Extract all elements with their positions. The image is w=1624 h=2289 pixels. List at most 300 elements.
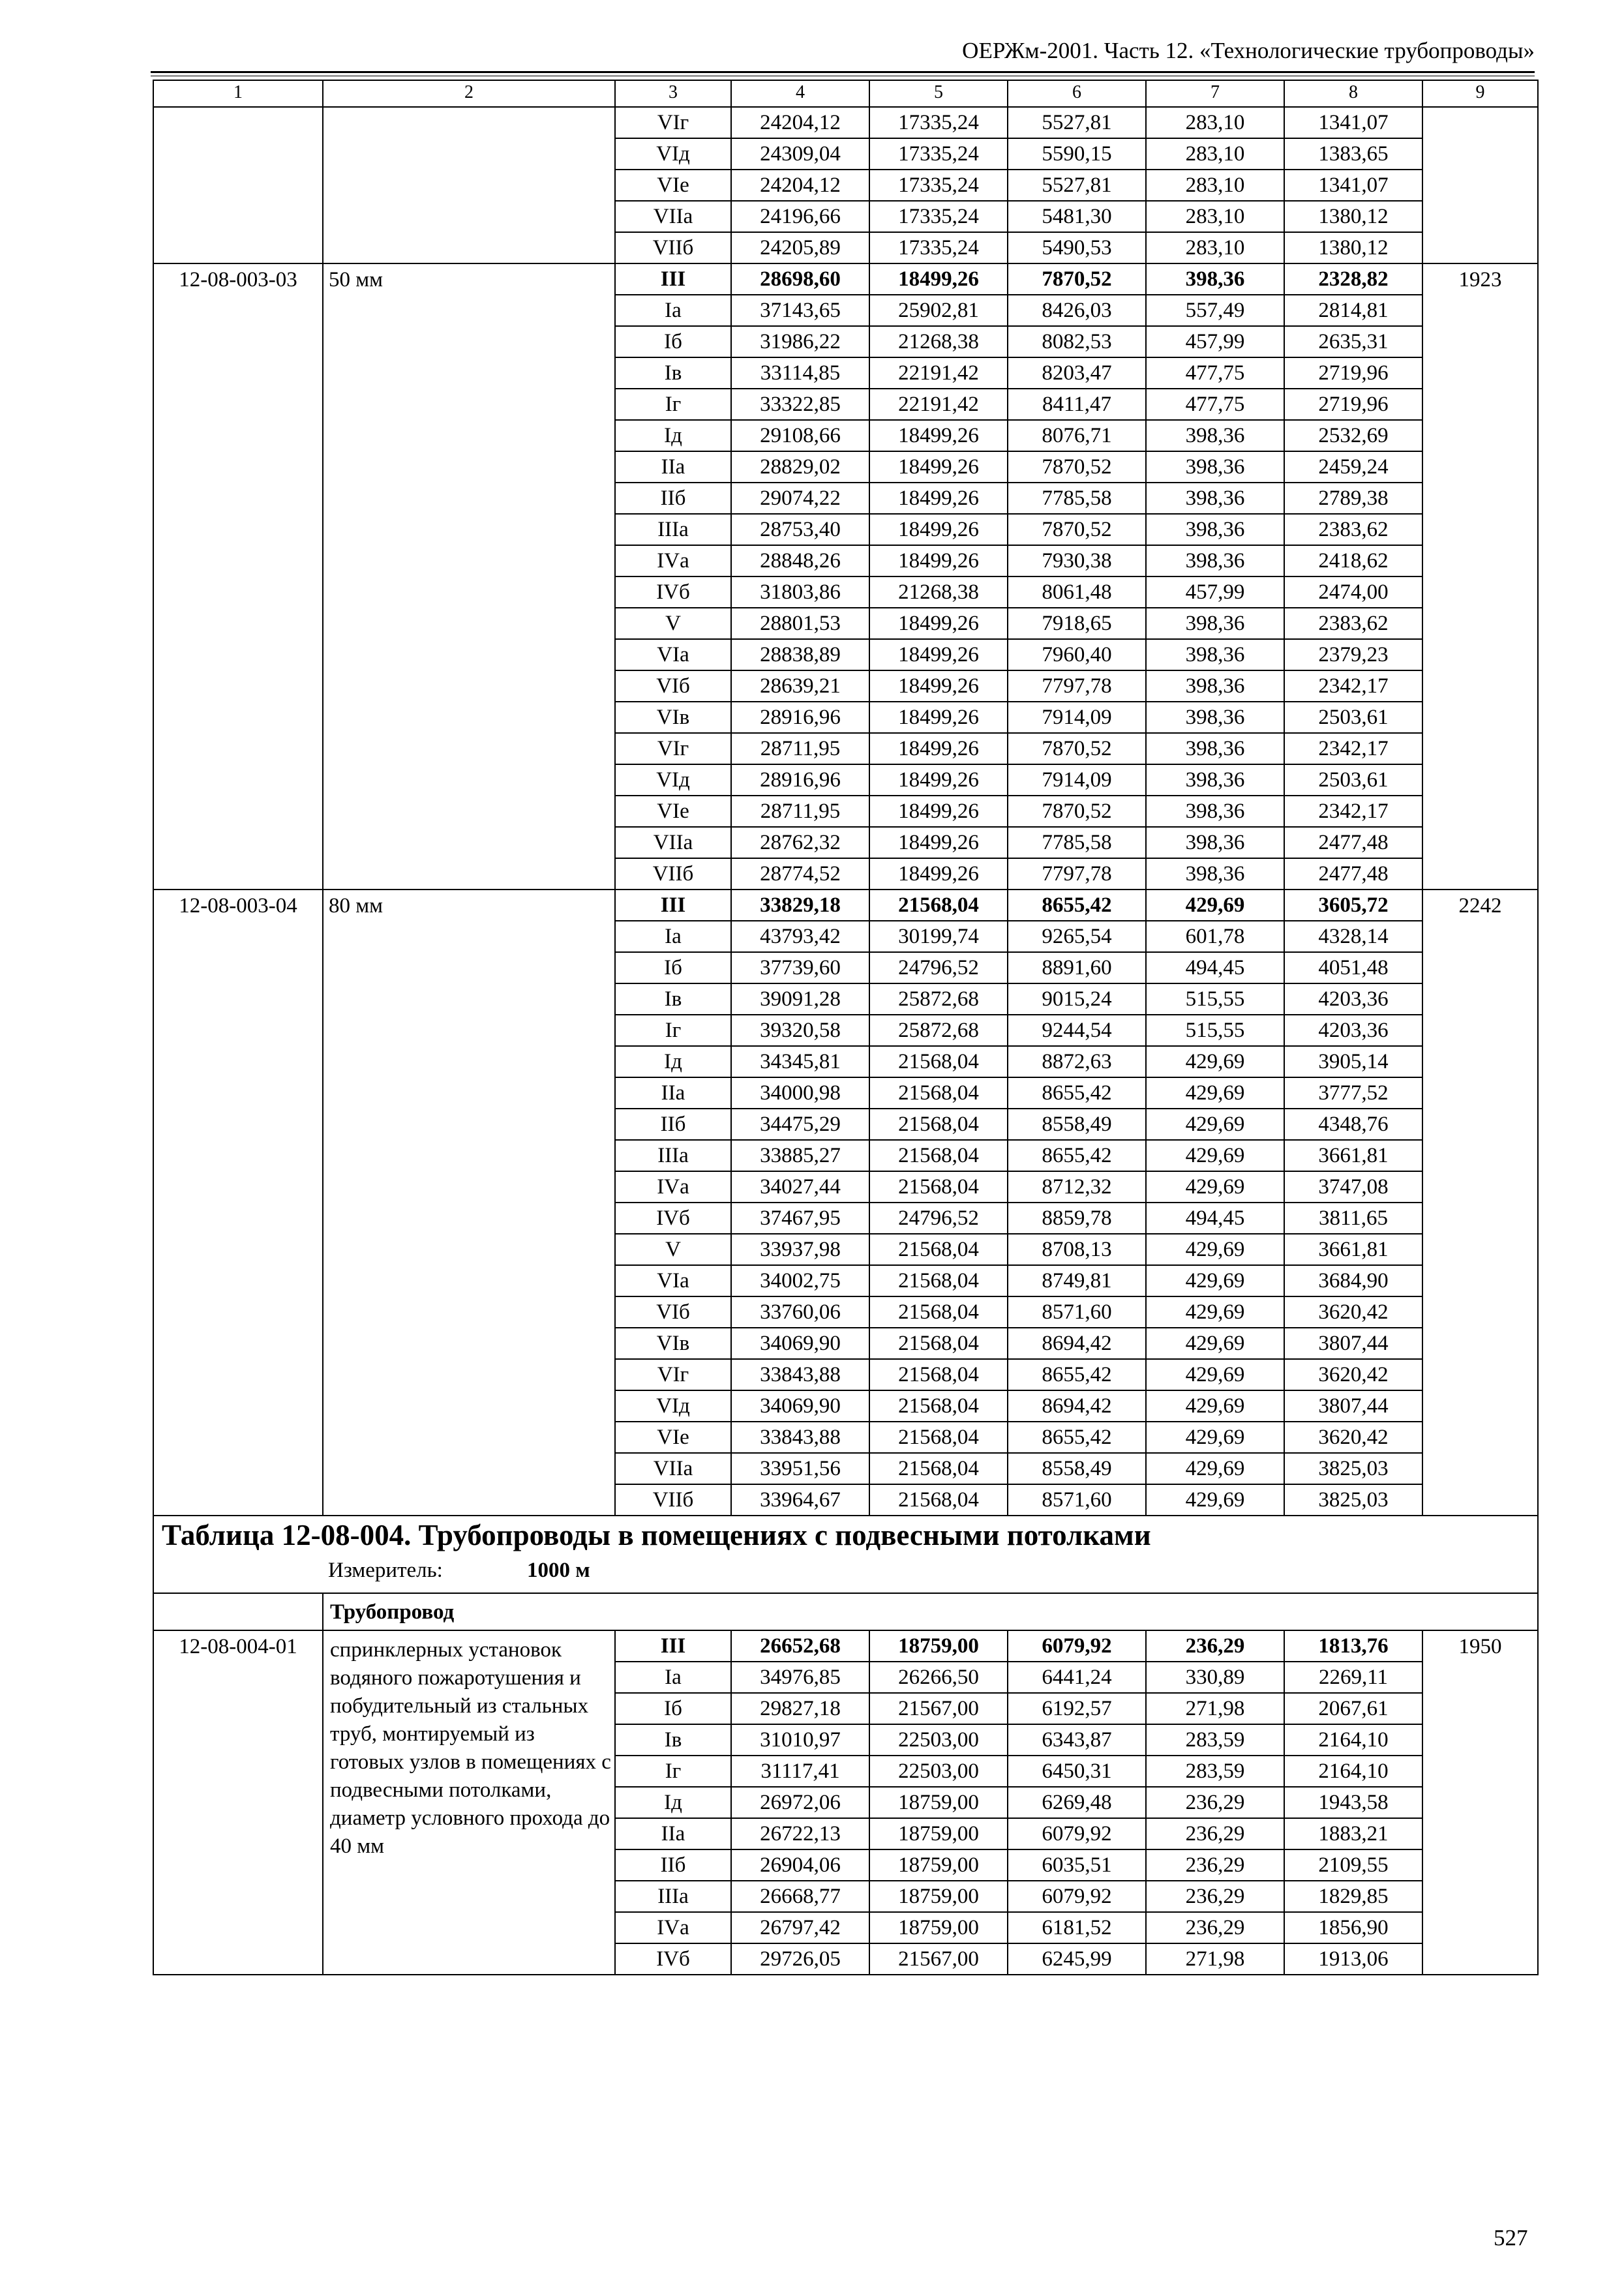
value-col-5: 22191,42 xyxy=(870,358,1008,389)
rate-diameter: 50 мм xyxy=(323,264,616,890)
value-col-5: 18499,26 xyxy=(870,734,1008,765)
value-col-6: 8655,42 xyxy=(1008,1141,1147,1172)
measure-value: 1000 м xyxy=(527,1559,590,1582)
region-code: IIIа xyxy=(616,515,732,546)
region-code: Iг xyxy=(616,389,732,421)
region-code: VIд xyxy=(616,1391,732,1422)
value-col-7: 429,69 xyxy=(1147,1328,1285,1360)
value-col-5: 21568,04 xyxy=(870,1360,1008,1391)
measurement-line xyxy=(162,1557,1537,1583)
value-col-5: 21568,04 xyxy=(870,1109,1008,1141)
column-number-5: 5 xyxy=(870,81,1008,108)
value-col-4: 33951,56 xyxy=(732,1454,870,1485)
value-col-6: 5527,81 xyxy=(1008,108,1147,139)
value-col-5: 21568,04 xyxy=(870,1297,1008,1328)
value-col-7: 494,45 xyxy=(1147,1203,1285,1234)
value-col-5: 21568,04 xyxy=(870,1172,1008,1203)
value-col-6: 8558,49 xyxy=(1008,1454,1147,1485)
value-col-4: 33885,27 xyxy=(732,1141,870,1172)
region-code: Iа xyxy=(616,1662,732,1694)
rate-diameter xyxy=(323,108,616,264)
value-col-8: 2814,81 xyxy=(1285,295,1423,327)
region-code: VIа xyxy=(616,1266,732,1297)
column-number-8: 8 xyxy=(1285,81,1423,108)
value-col-5: 18759,00 xyxy=(870,1788,1008,1819)
value-col-7: 515,55 xyxy=(1147,984,1285,1015)
wage-col-9 xyxy=(1423,108,1539,264)
value-col-6: 6079,92 xyxy=(1008,1631,1147,1662)
value-col-6: 8411,47 xyxy=(1008,389,1147,421)
region-code: V xyxy=(616,608,732,640)
value-col-4: 31010,97 xyxy=(732,1725,870,1756)
value-col-7: 271,98 xyxy=(1147,1944,1285,1975)
region-code: IVб xyxy=(616,1944,732,1975)
value-col-8: 1856,90 xyxy=(1285,1913,1423,1944)
section-heading xyxy=(154,1516,1539,1594)
region-code: III xyxy=(616,264,732,295)
value-col-4: 28848,26 xyxy=(732,546,870,577)
value-col-5: 18759,00 xyxy=(870,1819,1008,1850)
value-col-6: 8749,81 xyxy=(1008,1266,1147,1297)
value-col-4: 33843,88 xyxy=(732,1422,870,1454)
value-col-4: 34069,90 xyxy=(732,1328,870,1360)
value-col-5: 21268,38 xyxy=(870,327,1008,358)
value-col-8: 2719,96 xyxy=(1285,358,1423,389)
value-col-8: 2383,62 xyxy=(1285,515,1423,546)
region-code: VIа xyxy=(616,640,732,671)
page-number: 527 xyxy=(1494,2225,1528,2251)
value-col-5: 21568,04 xyxy=(870,890,1008,921)
value-col-6: 6450,31 xyxy=(1008,1756,1147,1788)
value-col-4: 28916,96 xyxy=(732,765,870,796)
value-col-7: 398,36 xyxy=(1147,515,1285,546)
value-col-5: 21568,04 xyxy=(870,1454,1008,1485)
region-code: IVа xyxy=(616,1172,732,1203)
value-col-7: 330,89 xyxy=(1147,1662,1285,1694)
value-col-5: 18499,26 xyxy=(870,828,1008,859)
value-col-7: 494,45 xyxy=(1147,953,1285,984)
value-col-8: 2474,00 xyxy=(1285,577,1423,608)
region-code: Iб xyxy=(616,327,732,358)
value-col-8: 1383,65 xyxy=(1285,139,1423,170)
value-col-8: 4328,14 xyxy=(1285,921,1423,953)
value-col-5: 21568,04 xyxy=(870,1266,1008,1297)
region-code: Iд xyxy=(616,1788,732,1819)
value-col-4: 26722,13 xyxy=(732,1819,870,1850)
value-col-5: 21568,04 xyxy=(870,1141,1008,1172)
value-col-6: 6343,87 xyxy=(1008,1725,1147,1756)
region-code: VIIб xyxy=(616,859,732,890)
value-col-7: 429,69 xyxy=(1147,1266,1285,1297)
region-code: VIг xyxy=(616,734,732,765)
value-col-8: 2719,96 xyxy=(1285,389,1423,421)
value-col-8: 2503,61 xyxy=(1285,702,1423,734)
value-col-4: 33843,88 xyxy=(732,1360,870,1391)
value-col-6: 7914,09 xyxy=(1008,702,1147,734)
region-code: VIб xyxy=(616,671,732,702)
value-col-6: 7870,52 xyxy=(1008,796,1147,828)
value-col-8: 2269,11 xyxy=(1285,1662,1423,1694)
value-col-6: 8859,78 xyxy=(1008,1203,1147,1234)
value-col-5: 18499,26 xyxy=(870,483,1008,515)
value-col-7: 236,29 xyxy=(1147,1913,1285,1944)
value-col-5: 21568,04 xyxy=(870,1078,1008,1109)
value-col-8: 3825,03 xyxy=(1285,1454,1423,1485)
value-col-4: 29074,22 xyxy=(732,483,870,515)
value-col-8: 2067,61 xyxy=(1285,1694,1423,1725)
value-col-4: 28801,53 xyxy=(732,608,870,640)
value-col-4: 26904,06 xyxy=(732,1850,870,1881)
value-col-7: 429,69 xyxy=(1147,1391,1285,1422)
value-col-5: 18499,26 xyxy=(870,264,1008,295)
value-col-5: 21568,04 xyxy=(870,1047,1008,1078)
value-col-4: 37739,60 xyxy=(732,953,870,984)
value-col-8: 4203,36 xyxy=(1285,1015,1423,1047)
value-col-5: 18499,26 xyxy=(870,640,1008,671)
value-col-7: 557,49 xyxy=(1147,295,1285,327)
value-col-4: 39320,58 xyxy=(732,1015,870,1047)
value-col-5: 18499,26 xyxy=(870,421,1008,452)
value-col-6: 7918,65 xyxy=(1008,608,1147,640)
value-col-4: 37467,95 xyxy=(732,1203,870,1234)
value-col-6: 6079,92 xyxy=(1008,1819,1147,1850)
region-code: VIIа xyxy=(616,1454,732,1485)
value-col-6: 7785,58 xyxy=(1008,828,1147,859)
value-col-4: 31803,86 xyxy=(732,577,870,608)
value-col-4: 29827,18 xyxy=(732,1694,870,1725)
value-col-4: 34002,75 xyxy=(732,1266,870,1297)
value-col-4: 37143,65 xyxy=(732,295,870,327)
value-col-5: 21268,38 xyxy=(870,577,1008,608)
value-col-8: 2635,31 xyxy=(1285,327,1423,358)
value-col-8: 1943,58 xyxy=(1285,1788,1423,1819)
value-col-7: 429,69 xyxy=(1147,1078,1285,1109)
value-col-4: 34345,81 xyxy=(732,1047,870,1078)
value-col-4: 28829,02 xyxy=(732,452,870,483)
value-col-6: 9015,24 xyxy=(1008,984,1147,1015)
value-col-8: 2503,61 xyxy=(1285,765,1423,796)
value-col-4: 31986,22 xyxy=(732,327,870,358)
value-col-7: 398,36 xyxy=(1147,546,1285,577)
value-col-7: 283,10 xyxy=(1147,139,1285,170)
value-col-5: 24796,52 xyxy=(870,1203,1008,1234)
value-col-4: 28753,40 xyxy=(732,515,870,546)
value-col-7: 515,55 xyxy=(1147,1015,1285,1047)
value-col-5: 26266,50 xyxy=(870,1662,1008,1694)
value-col-4: 24205,89 xyxy=(732,233,870,264)
value-col-4: 33937,98 xyxy=(732,1234,870,1266)
value-col-8: 4203,36 xyxy=(1285,984,1423,1015)
region-code: IIб xyxy=(616,1109,732,1141)
region-code: Iа xyxy=(616,921,732,953)
value-col-6: 6192,57 xyxy=(1008,1694,1147,1725)
value-col-8: 1341,07 xyxy=(1285,108,1423,139)
value-col-4: 28711,95 xyxy=(732,796,870,828)
value-col-8: 3825,03 xyxy=(1285,1485,1423,1516)
value-col-7: 398,36 xyxy=(1147,702,1285,734)
value-col-5: 17335,24 xyxy=(870,202,1008,233)
value-col-5: 30199,74 xyxy=(870,921,1008,953)
value-col-7: 457,99 xyxy=(1147,577,1285,608)
column-number-6: 6 xyxy=(1008,81,1147,108)
value-col-4: 34069,90 xyxy=(732,1391,870,1422)
region-code: VIв xyxy=(616,1328,732,1360)
value-col-5: 25902,81 xyxy=(870,295,1008,327)
value-col-8: 2532,69 xyxy=(1285,421,1423,452)
value-col-5: 18499,26 xyxy=(870,765,1008,796)
value-col-8: 2789,38 xyxy=(1285,483,1423,515)
value-col-8: 4348,76 xyxy=(1285,1109,1423,1141)
value-col-7: 398,36 xyxy=(1147,859,1285,890)
value-col-5: 18759,00 xyxy=(870,1850,1008,1881)
value-col-4: 43793,42 xyxy=(732,921,870,953)
value-col-8: 3605,72 xyxy=(1285,890,1423,921)
wage-col-9: 1923 xyxy=(1423,264,1539,890)
value-col-6: 8694,42 xyxy=(1008,1391,1147,1422)
value-col-8: 2328,82 xyxy=(1285,264,1423,295)
region-code: IIа xyxy=(616,452,732,483)
value-col-6: 7930,38 xyxy=(1008,546,1147,577)
value-col-4: 24204,12 xyxy=(732,170,870,202)
value-col-5: 18499,26 xyxy=(870,452,1008,483)
value-col-7: 477,75 xyxy=(1147,389,1285,421)
value-col-5: 17335,24 xyxy=(870,233,1008,264)
value-col-6: 7797,78 xyxy=(1008,671,1147,702)
region-code: Iг xyxy=(616,1015,732,1047)
value-col-5: 21568,04 xyxy=(870,1234,1008,1266)
value-col-6: 6079,92 xyxy=(1008,1881,1147,1913)
value-col-8: 1380,12 xyxy=(1285,233,1423,264)
value-col-7: 236,29 xyxy=(1147,1881,1285,1913)
value-col-7: 283,10 xyxy=(1147,170,1285,202)
value-col-6: 5490,53 xyxy=(1008,233,1147,264)
value-col-5: 18499,26 xyxy=(870,671,1008,702)
value-col-7: 398,36 xyxy=(1147,734,1285,765)
value-col-5: 18759,00 xyxy=(870,1913,1008,1944)
value-col-8: 2342,17 xyxy=(1285,796,1423,828)
value-col-6: 5527,81 xyxy=(1008,170,1147,202)
header-rule xyxy=(151,71,1535,73)
value-col-5: 17335,24 xyxy=(870,139,1008,170)
value-col-5: 21568,04 xyxy=(870,1485,1008,1516)
pipe-label: Трубопровод xyxy=(323,1594,1539,1631)
value-col-6: 8708,13 xyxy=(1008,1234,1147,1266)
value-col-7: 283,59 xyxy=(1147,1725,1285,1756)
value-col-7: 429,69 xyxy=(1147,1172,1285,1203)
value-col-8: 2383,62 xyxy=(1285,608,1423,640)
value-col-4: 26668,77 xyxy=(732,1881,870,1913)
value-col-8: 4051,48 xyxy=(1285,953,1423,984)
value-col-5: 21567,00 xyxy=(870,1694,1008,1725)
value-col-7: 429,69 xyxy=(1147,1141,1285,1172)
region-code: VIг xyxy=(616,1360,732,1391)
value-col-5: 22191,42 xyxy=(870,389,1008,421)
value-col-7: 429,69 xyxy=(1147,890,1285,921)
region-code: VIб xyxy=(616,1297,732,1328)
region-code: VIIа xyxy=(616,202,732,233)
value-col-4: 33760,06 xyxy=(732,1297,870,1328)
region-code: IIIа xyxy=(616,1881,732,1913)
value-col-6: 8426,03 xyxy=(1008,295,1147,327)
value-col-8: 2379,23 xyxy=(1285,640,1423,671)
value-col-7: 398,36 xyxy=(1147,765,1285,796)
value-col-7: 398,36 xyxy=(1147,640,1285,671)
value-col-6: 6181,52 xyxy=(1008,1913,1147,1944)
value-col-6: 6245,99 xyxy=(1008,1944,1147,1975)
value-col-6: 7870,52 xyxy=(1008,515,1147,546)
region-code: IVб xyxy=(616,577,732,608)
value-col-8: 3811,65 xyxy=(1285,1203,1423,1234)
value-col-7: 429,69 xyxy=(1147,1485,1285,1516)
value-col-5: 18499,26 xyxy=(870,859,1008,890)
value-col-4: 28762,32 xyxy=(732,828,870,859)
value-col-4: 26797,42 xyxy=(732,1913,870,1944)
value-col-8: 3661,81 xyxy=(1285,1234,1423,1266)
value-col-5: 21567,00 xyxy=(870,1944,1008,1975)
rate-code: 12-08-004-01 xyxy=(154,1631,323,1975)
value-col-4: 34976,85 xyxy=(732,1662,870,1694)
value-col-8: 2477,48 xyxy=(1285,859,1423,890)
column-number-3: 3 xyxy=(616,81,732,108)
rate-diameter: 80 мм xyxy=(323,890,616,1516)
value-col-6: 9265,54 xyxy=(1008,921,1147,953)
value-col-8: 1913,06 xyxy=(1285,1944,1423,1975)
value-col-6: 8571,60 xyxy=(1008,1297,1147,1328)
value-col-4: 34475,29 xyxy=(732,1109,870,1141)
value-col-7: 429,69 xyxy=(1147,1422,1285,1454)
region-code: Iг xyxy=(616,1756,732,1788)
value-col-4: 28639,21 xyxy=(732,671,870,702)
value-col-8: 1883,21 xyxy=(1285,1819,1423,1850)
rate-description: спринклерных установок водяного пожаротушения и побудительный из стальных труб, монтируемый из готовых узлов в помещениях с подвесными потолками, диаметр условного прохода до 40 мм xyxy=(323,1631,616,1975)
value-col-8: 3620,42 xyxy=(1285,1360,1423,1391)
value-col-6: 8872,63 xyxy=(1008,1047,1147,1078)
value-col-6: 7914,09 xyxy=(1008,765,1147,796)
value-col-5: 24796,52 xyxy=(870,953,1008,984)
value-col-8: 3807,44 xyxy=(1285,1328,1423,1360)
value-col-8: 3905,14 xyxy=(1285,1047,1423,1078)
value-col-7: 236,29 xyxy=(1147,1631,1285,1662)
value-col-4: 28774,52 xyxy=(732,859,870,890)
region-code: III xyxy=(616,1631,732,1662)
region-code: IIа xyxy=(616,1078,732,1109)
region-code: VIг xyxy=(616,108,732,139)
price-table xyxy=(153,80,1539,1975)
region-code: IIб xyxy=(616,483,732,515)
value-col-8: 2342,17 xyxy=(1285,671,1423,702)
region-code: Iд xyxy=(616,1047,732,1078)
table-title: Таблица 12-08-004. Трубопроводы в помещениях с подвесными потолками xyxy=(162,1519,1151,1551)
column-number-4: 4 xyxy=(732,81,870,108)
column-number-1: 1 xyxy=(154,81,323,108)
value-col-8: 1380,12 xyxy=(1285,202,1423,233)
value-col-8: 3777,52 xyxy=(1285,1078,1423,1109)
value-col-5: 18499,26 xyxy=(870,515,1008,546)
value-col-8: 3747,08 xyxy=(1285,1172,1423,1203)
value-col-4: 31117,41 xyxy=(732,1756,870,1788)
region-code: VIIб xyxy=(616,233,732,264)
value-col-5: 18499,26 xyxy=(870,702,1008,734)
value-col-4: 28916,96 xyxy=(732,702,870,734)
value-col-8: 3807,44 xyxy=(1285,1391,1423,1422)
value-col-7: 429,69 xyxy=(1147,1360,1285,1391)
rate-code xyxy=(154,108,323,264)
measure-label: Измеритель: xyxy=(328,1559,443,1582)
region-code: VIе xyxy=(616,796,732,828)
value-col-6: 8712,32 xyxy=(1008,1172,1147,1203)
value-col-7: 398,36 xyxy=(1147,796,1285,828)
value-col-4: 28711,95 xyxy=(732,734,870,765)
region-code: IIб xyxy=(616,1850,732,1881)
value-col-4: 33322,85 xyxy=(732,389,870,421)
value-col-6: 8655,42 xyxy=(1008,890,1147,921)
value-col-7: 398,36 xyxy=(1147,264,1285,295)
value-col-7: 283,10 xyxy=(1147,108,1285,139)
value-col-7: 477,75 xyxy=(1147,358,1285,389)
value-col-6: 8061,48 xyxy=(1008,577,1147,608)
value-col-4: 34000,98 xyxy=(732,1078,870,1109)
value-col-8: 2459,24 xyxy=(1285,452,1423,483)
region-code: IVа xyxy=(616,1913,732,1944)
value-col-5: 18499,26 xyxy=(870,796,1008,828)
value-col-8: 2109,55 xyxy=(1285,1850,1423,1881)
rate-code: 12-08-003-04 xyxy=(154,890,323,1516)
value-col-8: 3684,90 xyxy=(1285,1266,1423,1297)
value-col-6: 8571,60 xyxy=(1008,1485,1147,1516)
value-col-6: 7960,40 xyxy=(1008,640,1147,671)
value-col-4: 29726,05 xyxy=(732,1944,870,1975)
value-col-6: 6035,51 xyxy=(1008,1850,1147,1881)
value-col-7: 283,10 xyxy=(1147,202,1285,233)
value-col-5: 21568,04 xyxy=(870,1328,1008,1360)
value-col-8: 1341,07 xyxy=(1285,170,1423,202)
value-col-5: 22503,00 xyxy=(870,1756,1008,1788)
region-code: Iд xyxy=(616,421,732,452)
value-col-5: 25872,68 xyxy=(870,984,1008,1015)
region-code: IVа xyxy=(616,546,732,577)
value-col-6: 5590,15 xyxy=(1008,139,1147,170)
value-col-8: 2418,62 xyxy=(1285,546,1423,577)
value-col-7: 601,78 xyxy=(1147,921,1285,953)
region-code: Iв xyxy=(616,984,732,1015)
value-col-4: 24204,12 xyxy=(732,108,870,139)
value-col-5: 21568,04 xyxy=(870,1422,1008,1454)
column-number-7: 7 xyxy=(1147,81,1285,108)
value-col-4: 33114,85 xyxy=(732,358,870,389)
value-col-6: 8082,53 xyxy=(1008,327,1147,358)
value-col-7: 457,99 xyxy=(1147,327,1285,358)
value-col-6: 5481,30 xyxy=(1008,202,1147,233)
value-col-5: 18499,26 xyxy=(870,546,1008,577)
value-col-4: 28838,89 xyxy=(732,640,870,671)
value-col-5: 21568,04 xyxy=(870,1391,1008,1422)
value-col-7: 429,69 xyxy=(1147,1454,1285,1485)
value-col-8: 1829,85 xyxy=(1285,1881,1423,1913)
value-col-6: 8203,47 xyxy=(1008,358,1147,389)
region-code: VIе xyxy=(616,170,732,202)
rate-code: 12-08-003-03 xyxy=(154,264,323,890)
value-col-8: 2342,17 xyxy=(1285,734,1423,765)
value-col-7: 271,98 xyxy=(1147,1694,1285,1725)
value-col-6: 7797,78 xyxy=(1008,859,1147,890)
value-col-8: 2164,10 xyxy=(1285,1725,1423,1756)
value-col-6: 8076,71 xyxy=(1008,421,1147,452)
value-col-7: 283,10 xyxy=(1147,233,1285,264)
value-col-4: 24309,04 xyxy=(732,139,870,170)
value-col-7: 398,36 xyxy=(1147,608,1285,640)
value-col-5: 18759,00 xyxy=(870,1881,1008,1913)
value-col-7: 398,36 xyxy=(1147,828,1285,859)
